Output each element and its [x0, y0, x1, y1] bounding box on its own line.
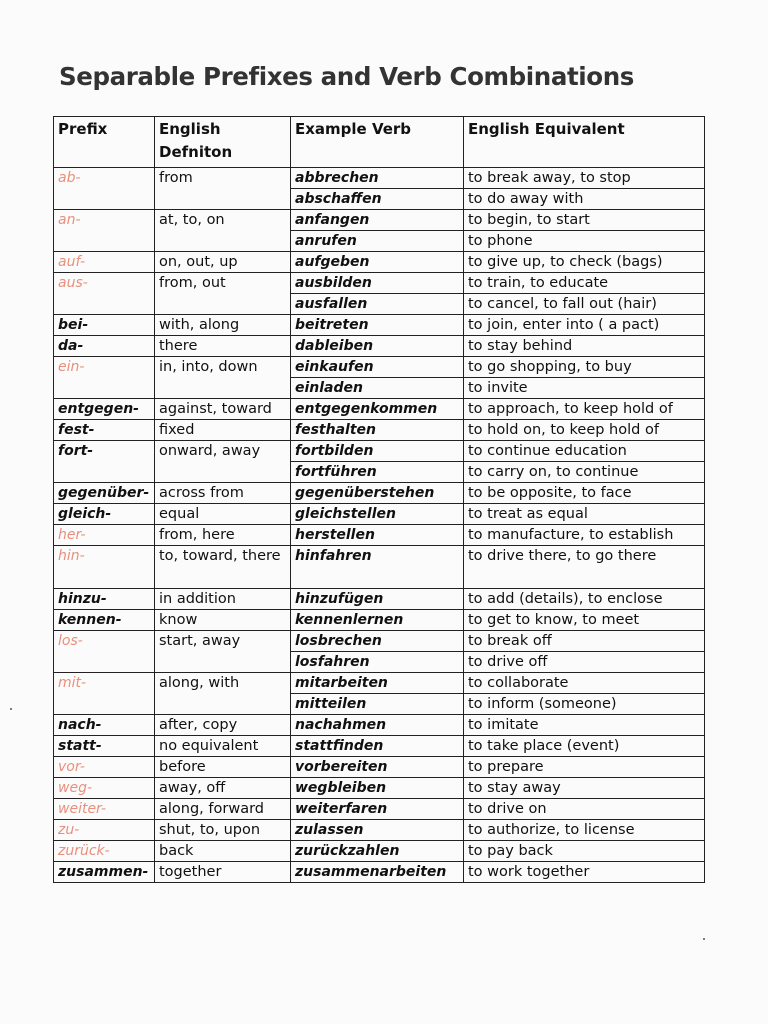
prefix-text: gleich- — [58, 506, 112, 522]
example-verb-cell: zulassen — [291, 820, 464, 841]
english-equivalent-cell: to authorize, to license — [464, 820, 705, 841]
table-row — [54, 862, 705, 883]
example-verb-cell: nachahmen — [291, 715, 464, 736]
english-equivalent-cell: to pay back — [464, 841, 705, 862]
prefix-cell: zusammen- — [54, 862, 155, 883]
prefix-cell: fest- — [54, 420, 155, 441]
example-verb-cell: gleichstellen — [291, 504, 464, 525]
definition-cell: from, here — [155, 525, 291, 546]
definition-cell: from — [155, 168, 291, 210]
english-equivalent-cell: to break away, to stop — [464, 168, 705, 189]
prefix-cell: hin- — [54, 546, 155, 589]
example-verb-cell: losbrechen — [291, 631, 464, 652]
example-verb-cell: ausbilden — [291, 273, 464, 294]
example-verb-cell: gegenüberstehen — [291, 483, 464, 504]
definition-cell: across from — [155, 483, 291, 504]
english-equivalent-cell: to hold on, to keep hold of — [464, 420, 705, 441]
table-row — [54, 778, 705, 799]
english-equivalent-cell: to join, enter into ( a pact) — [464, 315, 705, 336]
prefix-cell: weg- — [54, 778, 155, 799]
prefix-cell: her- — [54, 525, 155, 546]
example-verb-cell: anfangen — [291, 210, 464, 231]
example-verb-cell: herstellen — [291, 525, 464, 546]
example-verb-cell: mitteilen — [291, 694, 464, 715]
english-equivalent-cell: to do away with — [464, 189, 705, 210]
example-verb-cell: abschaffen — [291, 189, 464, 210]
table-row — [54, 610, 705, 631]
prefix-cell: los- — [54, 631, 155, 673]
english-equivalent-cell: to manufacture, to establish — [464, 525, 705, 546]
english-equivalent-cell: to go shopping, to buy — [464, 357, 705, 378]
prefix-cell: nach- — [54, 715, 155, 736]
prefix-text: hinzu- — [58, 591, 107, 607]
definition-cell: there — [155, 336, 291, 357]
english-equivalent-cell: to give up, to check (bags) — [464, 252, 705, 273]
table-row — [54, 357, 705, 378]
english-equivalent-cell: to imitate — [464, 715, 705, 736]
table-row — [54, 504, 705, 525]
definition-cell: know — [155, 610, 291, 631]
header-prefix: Prefix — [54, 117, 155, 168]
definition-cell: back — [155, 841, 291, 862]
definition-cell: along, with — [155, 673, 291, 715]
example-verb-cell: hinfahren — [291, 546, 464, 589]
prefix-cell: zu- — [54, 820, 155, 841]
example-verb-cell: festhalten — [291, 420, 464, 441]
header-english-equivalent: English Equivalent — [464, 117, 705, 168]
table-row — [54, 841, 705, 862]
definition-cell: on, out, up — [155, 252, 291, 273]
prefix-cell: aus- — [54, 273, 155, 315]
header-english-definition: English Defniton — [155, 117, 291, 168]
table-row — [54, 483, 705, 504]
table-row — [54, 757, 705, 778]
prefix-cell — [54, 483, 155, 504]
prefix-cell: vor- — [54, 757, 155, 778]
english-equivalent-cell: to take place (event) — [464, 736, 705, 757]
english-equivalent-cell: to approach, to keep hold of — [464, 399, 705, 420]
example-verb-cell: fortführen — [291, 462, 464, 483]
english-equivalent-cell: to stay behind — [464, 336, 705, 357]
definition-cell: from, out — [155, 273, 291, 315]
prefix-cell: entgegen- — [54, 399, 155, 420]
table-row — [54, 252, 705, 273]
example-verb-cell: aufgeben — [291, 252, 464, 273]
definition-cell: with, along — [155, 315, 291, 336]
prefix-cell: kennen- — [54, 610, 155, 631]
table-row — [54, 273, 705, 294]
table-row — [54, 210, 705, 231]
definition-cell: onward, away — [155, 441, 291, 483]
english-equivalent-cell: to inform (someone) — [464, 694, 705, 715]
example-verb-cell: kennenlernen — [291, 610, 464, 631]
definition-cell: at, to, on — [155, 210, 291, 252]
example-verb-cell: beitreten — [291, 315, 464, 336]
example-verb-cell: fortbilden — [291, 441, 464, 462]
definition-cell: shut, to, upon — [155, 820, 291, 841]
english-equivalent-cell: to add (details), to enclose — [464, 589, 705, 610]
example-verb-cell: zusammenarbeiten — [291, 862, 464, 883]
table-row — [54, 736, 705, 757]
example-verb-cell: wegbleiben — [291, 778, 464, 799]
table-row — [54, 420, 705, 441]
table-row — [54, 546, 705, 589]
prefix-cell: an- — [54, 210, 155, 252]
english-equivalent-cell: to begin, to start — [464, 210, 705, 231]
english-equivalent-cell: to break off — [464, 631, 705, 652]
english-equivalent-cell: to get to know, to meet — [464, 610, 705, 631]
table-row — [54, 820, 705, 841]
table-row — [54, 589, 705, 610]
definition-cell: to, toward, there — [155, 546, 291, 589]
scan-speck — [10, 708, 12, 710]
table-body — [54, 168, 705, 883]
english-equivalent-cell: to be opposite, to face — [464, 483, 705, 504]
page-title: Separable Prefixes and Verb Combinations — [59, 62, 634, 91]
definition-cell: start, away — [155, 631, 291, 673]
table-row — [54, 799, 705, 820]
example-verb-cell: vorbereiten — [291, 757, 464, 778]
table-row — [54, 673, 705, 694]
english-equivalent-cell: to stay away — [464, 778, 705, 799]
prefix-cell — [54, 589, 155, 610]
prefix-table — [53, 116, 705, 883]
example-verb-cell: anrufen — [291, 231, 464, 252]
english-equivalent-cell: to carry on, to continue — [464, 462, 705, 483]
example-verb-cell: einladen — [291, 378, 464, 399]
table-row — [54, 631, 705, 652]
example-verb-cell: abbrechen — [291, 168, 464, 189]
definition-cell: fixed — [155, 420, 291, 441]
prefix-cell: weiter- — [54, 799, 155, 820]
example-verb-cell: weiterfaren — [291, 799, 464, 820]
prefix-cell: bei- — [54, 315, 155, 336]
example-verb-cell: einkaufen — [291, 357, 464, 378]
table-row — [54, 399, 705, 420]
english-equivalent-cell: to collaborate — [464, 673, 705, 694]
prefix-cell: mit- — [54, 673, 155, 715]
prefix-cell: fort- — [54, 441, 155, 483]
prefix-cell: da- — [54, 336, 155, 357]
english-equivalent-cell: to drive off — [464, 652, 705, 673]
prefix-cell: auf- — [54, 252, 155, 273]
prefix-cell — [54, 504, 155, 525]
header-example-verb: Example Verb — [291, 117, 464, 168]
definition-cell: away, off — [155, 778, 291, 799]
example-verb-cell: hinzufügen — [291, 589, 464, 610]
definition-cell: along, forward — [155, 799, 291, 820]
english-equivalent-cell: to treat as equal — [464, 504, 705, 525]
table-row — [54, 315, 705, 336]
example-verb-cell: losfahren — [291, 652, 464, 673]
english-equivalent-cell: to drive there, to go there — [464, 546, 705, 589]
table-row — [54, 168, 705, 189]
table-row — [54, 525, 705, 546]
table-row — [54, 441, 705, 462]
prefix-cell: statt- — [54, 736, 155, 757]
prefix-cell: zurück- — [54, 841, 155, 862]
definition-cell: before — [155, 757, 291, 778]
example-verb-cell: stattfinden — [291, 736, 464, 757]
table-row — [54, 715, 705, 736]
prefix-cell: ein- — [54, 357, 155, 399]
table-header-row — [54, 117, 705, 168]
example-verb-cell: mitarbeiten — [291, 673, 464, 694]
definition-cell: together — [155, 862, 291, 883]
example-verb-cell: ausfallen — [291, 294, 464, 315]
english-equivalent-cell: to invite — [464, 378, 705, 399]
table-row — [54, 336, 705, 357]
english-equivalent-cell: to prepare — [464, 757, 705, 778]
prefix-text: gegenüber- — [58, 485, 150, 501]
prefix-cell: ab- — [54, 168, 155, 210]
english-equivalent-cell: to cancel, to fall out (hair) — [464, 294, 705, 315]
english-equivalent-cell: to continue education — [464, 441, 705, 462]
english-equivalent-cell: to work together — [464, 862, 705, 883]
definition-cell: equal — [155, 504, 291, 525]
definition-cell: against, toward — [155, 399, 291, 420]
example-verb-cell: zurückzahlen — [291, 841, 464, 862]
english-equivalent-cell: to train, to educate — [464, 273, 705, 294]
definition-cell: in addition — [155, 589, 291, 610]
scan-speck — [703, 938, 705, 940]
example-verb-cell: entgegenkommen — [291, 399, 464, 420]
english-equivalent-cell: to phone — [464, 231, 705, 252]
english-equivalent-cell: to drive on — [464, 799, 705, 820]
definition-cell: no equivalent — [155, 736, 291, 757]
definition-cell: after, copy — [155, 715, 291, 736]
example-verb-cell: dableiben — [291, 336, 464, 357]
definition-cell: in, into, down — [155, 357, 291, 399]
